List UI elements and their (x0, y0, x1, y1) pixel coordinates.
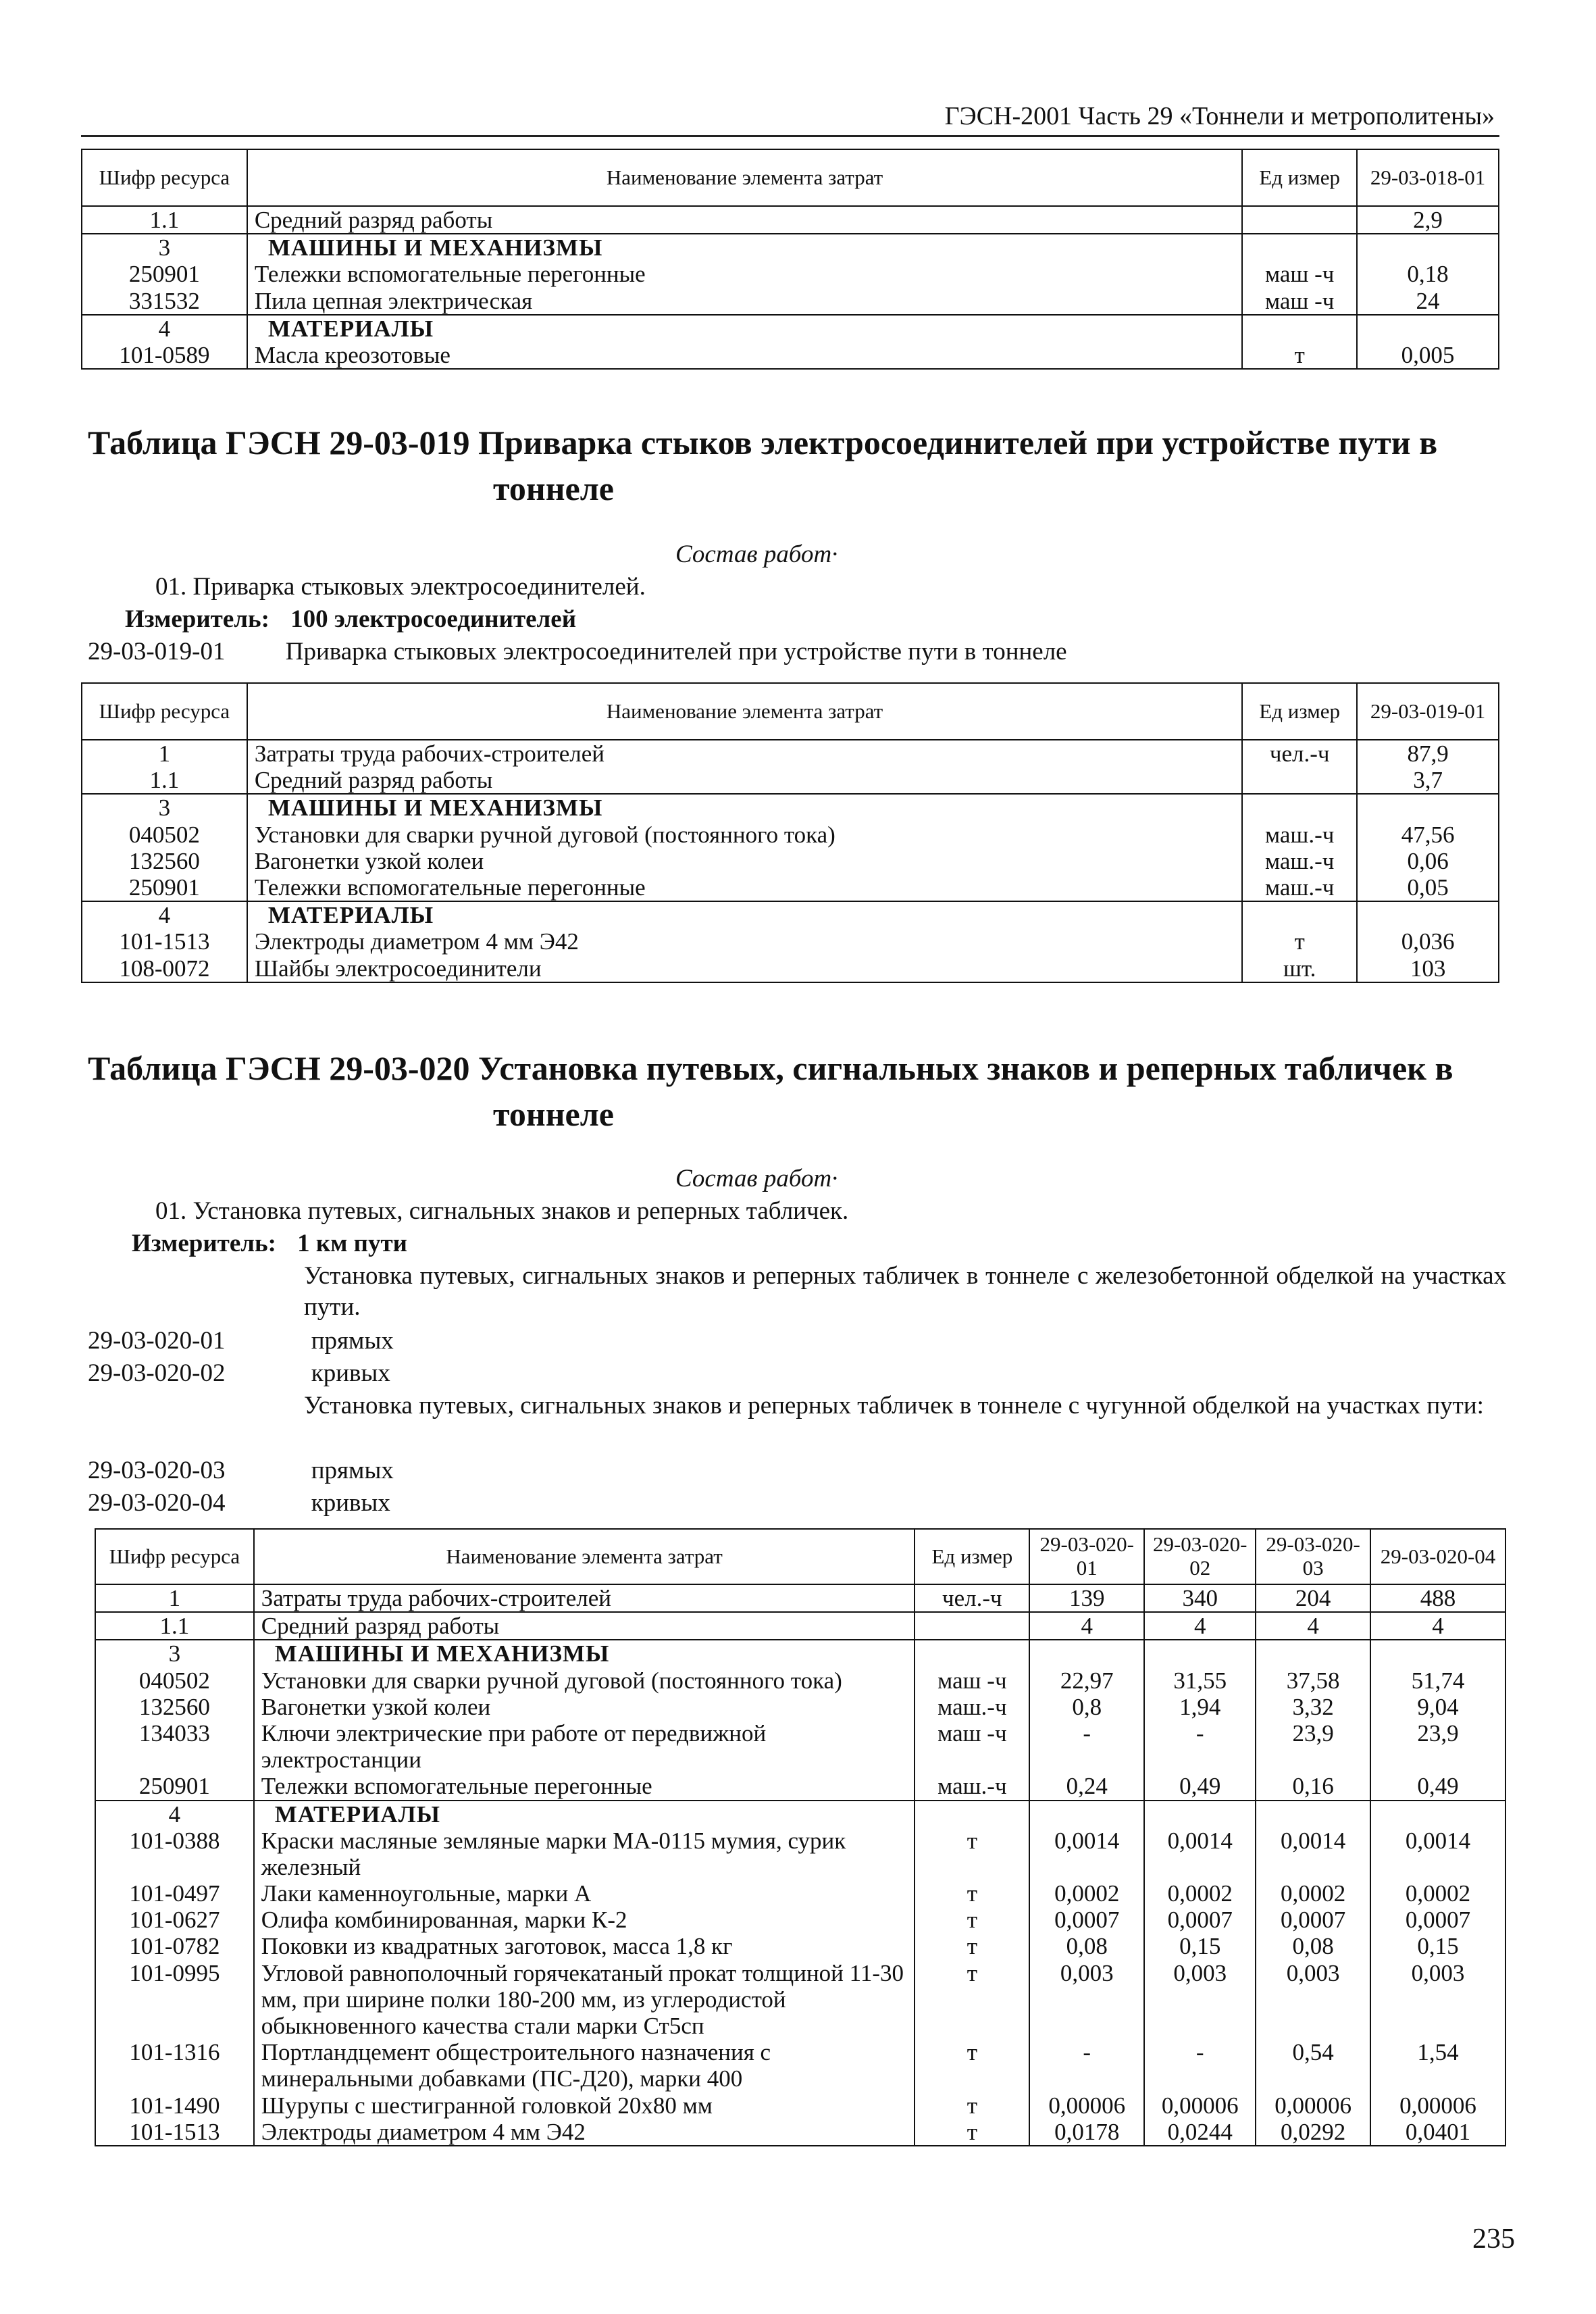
cell-unit (1242, 315, 1357, 342)
table-row (82, 288, 1499, 315)
table-row (95, 1612, 1505, 1640)
cell-code: 101-0782 (95, 1933, 254, 1959)
cell-code: 3 (82, 794, 247, 821)
cell-value: 47,56 (1357, 822, 1499, 848)
title-line: Таблица ГЭСН 29-03-020 Установка путевых, сигнальных знаков и реперных табличек в (88, 1049, 1453, 1087)
code-line (88, 1455, 394, 1486)
cell-value (1357, 234, 1499, 261)
table-row (95, 1960, 1505, 2040)
cell-value: 0,0014 (1256, 1828, 1370, 1880)
cell-unit: маш.-ч (1242, 822, 1357, 848)
cell-unit: маш -ч (915, 1720, 1029, 1773)
cell-code: 101-1513 (82, 928, 247, 955)
running-header: ГЭСН-2001 Часть 29 «Тоннели и метрополитены» (944, 102, 1495, 130)
table-29-03-018 (81, 149, 1499, 370)
cell-value: 0,15 (1370, 1933, 1505, 1959)
cell-name: Установки для сварки ручной дуговой (постоянного тока) (247, 822, 1242, 848)
cell-value: 1,54 (1370, 2039, 1505, 2092)
cell-code: 101-0497 (95, 1880, 254, 1907)
cell-value: 0,0401 (1370, 2119, 1505, 2146)
cell-unit: маш.-ч (915, 1773, 1029, 1800)
cell-unit: т (915, 1933, 1029, 1959)
cell-unit (1242, 794, 1357, 821)
column-header: Наименование элемента затрат (254, 1529, 915, 1584)
cell-value: 0,00006 (1144, 2092, 1256, 2119)
cell-value: 4 (1029, 1612, 1144, 1640)
work-item: 01. Установка путевых, сигнальных знаков и реперных табличек. (155, 1197, 849, 1225)
title-line: тоннеле (493, 469, 614, 507)
code-text: прямых (311, 1457, 394, 1484)
work-heading: Состав работ· (675, 540, 838, 568)
cell-code: 101-0627 (95, 1907, 254, 1933)
code-line (88, 1326, 394, 1357)
cell-value: 24 (1357, 288, 1499, 315)
cell-code: 250901 (82, 874, 247, 901)
cell-name: Поковки из квадратных заготовок, масса 1,8 кг (254, 1933, 915, 1959)
cell-name: Вагонетки узкой колеи (247, 848, 1242, 874)
cell-code: 040502 (95, 1667, 254, 1694)
cell-value: 0,05 (1357, 874, 1499, 901)
cell-name: Пила цепная электрическая (247, 288, 1242, 315)
cell-value: 0,18 (1357, 261, 1499, 287)
cell-name: Средний разряд работы (247, 767, 1242, 794)
header-rule (81, 135, 1499, 137)
cell-value: 0,005 (1357, 342, 1499, 369)
cell-value: 22,97 (1029, 1667, 1144, 1694)
cell-value: 2,9 (1357, 206, 1499, 234)
cell-unit (1242, 234, 1357, 261)
cell-unit: т (915, 1828, 1029, 1880)
table-row (82, 955, 1499, 982)
cell-value: 0,0178 (1029, 2119, 1144, 2146)
table-row (82, 874, 1499, 901)
column-header: 29-03-020-02 (1144, 1529, 1256, 1584)
cell-value: 0,49 (1370, 1773, 1505, 1800)
cell-value: 0,0002 (1256, 1880, 1370, 1907)
cell-value: 0,15 (1144, 1933, 1256, 1959)
cell-value (1357, 901, 1499, 928)
cell-code: 4 (82, 901, 247, 928)
table-row (82, 901, 1499, 928)
cell-value (1029, 1801, 1144, 1828)
cell-value: 3,32 (1256, 1694, 1370, 1720)
table-row (95, 1640, 1505, 1667)
cell-value: 0,00006 (1256, 2092, 1370, 2119)
table-row (95, 2092, 1505, 2119)
cell-value: - (1144, 1720, 1256, 1773)
code-text: кривых (311, 1489, 390, 1517)
cell-code: 132560 (95, 1694, 254, 1720)
cell-value: 0,08 (1256, 1933, 1370, 1959)
cell-value: 0,0244 (1144, 2119, 1256, 2146)
cell-code: 101-0388 (95, 1828, 254, 1880)
cell-value: 0,0007 (1144, 1907, 1256, 1933)
column-header: Наименование элемента затрат (247, 149, 1242, 206)
cell-unit (915, 1801, 1029, 1828)
code-text: прямых (311, 1327, 394, 1355)
column-header: Шифр ресурса (82, 683, 247, 740)
cell-code: 101-0995 (95, 1960, 254, 2040)
cell-code: 1.1 (82, 767, 247, 794)
cell-code: 101-1316 (95, 2039, 254, 2092)
code: 29-03-020-04 (88, 1489, 226, 1517)
cell-value: 0,49 (1144, 1773, 1256, 1800)
cell-code: 1.1 (95, 1612, 254, 1640)
cell-value (1370, 1640, 1505, 1667)
cell-code: 3 (95, 1640, 254, 1667)
cell-group-name: МАШИНЫ И МЕХАНИЗМЫ (247, 794, 1242, 821)
column-header: 29-03-020-03 (1256, 1529, 1370, 1584)
code-line (88, 1358, 390, 1389)
cell-name: Краски масляные земляные марки МА-0115 мумия, сурик железный (254, 1828, 915, 1880)
cell-value (1357, 315, 1499, 342)
table-row (82, 315, 1499, 342)
cell-value: 23,9 (1370, 1720, 1505, 1773)
meter-label: Измеритель: (132, 1230, 276, 1257)
cell-value: 0,003 (1256, 1960, 1370, 2040)
cell-name: Масла креозотовые (247, 342, 1242, 369)
cell-name: Шурупы с шестигранной головкой 20х80 мм (254, 2092, 915, 2119)
description: Установка путевых, сигнальных знаков и реперных табличек в тоннеле с железобетонной обделкой на участках пути. (304, 1262, 1506, 1322)
cell-code: 1 (95, 1584, 254, 1612)
cell-group-name: МАШИНЫ И МЕХАНИЗМЫ (247, 234, 1242, 261)
cell-unit: т (915, 2119, 1029, 2146)
column-header: Ед измер (915, 1529, 1029, 1584)
description: Установка путевых, сигнальных знаков и реперных табличек в тоннеле с чугунной обделкой на участках пути: (304, 1392, 1484, 1419)
cell-value: 204 (1256, 1584, 1370, 1612)
cell-name: Лаки каменноугольные, марки А (254, 1880, 915, 1907)
cell-code: 040502 (82, 822, 247, 848)
meter-line (125, 604, 576, 635)
cell-value: 0,003 (1029, 1960, 1144, 2040)
column-header: 29-03-019-01 (1357, 683, 1499, 740)
cell-value: 0,08 (1029, 1933, 1144, 1959)
section-title-29-03-020 (88, 1046, 1513, 1137)
cell-code: 1 (82, 740, 247, 767)
cell-value: 0,06 (1357, 848, 1499, 874)
cell-value: 340 (1144, 1584, 1256, 1612)
table-row (95, 2039, 1505, 2092)
section-title-29-03-019 (88, 420, 1513, 511)
cell-value: 488 (1370, 1584, 1505, 1612)
table-row (95, 2119, 1505, 2146)
column-header: Ед измер (1242, 683, 1357, 740)
cell-group-name: МАТЕРИАЛЫ (254, 1801, 915, 1828)
cell-unit: маш.-ч (1242, 874, 1357, 901)
table-row (82, 848, 1499, 874)
cell-value: 0,0002 (1370, 1880, 1505, 1907)
title-line: тоннеле (493, 1095, 614, 1133)
cell-name: Тележки вспомогательные перегонные (247, 261, 1242, 287)
table-row (82, 740, 1499, 767)
cell-value: 9,04 (1370, 1694, 1505, 1720)
cell-code: 1.1 (82, 206, 247, 234)
meter-line (132, 1228, 407, 1259)
cell-unit: маш -ч (915, 1667, 1029, 1694)
table-row (95, 1773, 1505, 1800)
column-header: Наименование элемента затрат (247, 683, 1242, 740)
table-29-03-020 (95, 1528, 1506, 2146)
cell-name: Электроды диаметром 4 мм Э42 (254, 2119, 915, 2146)
column-header: 29-03-020-04 (1370, 1529, 1505, 1584)
cell-value: 0,003 (1370, 1960, 1505, 2040)
cell-code: 101-1513 (95, 2119, 254, 2146)
cell-value: 0,036 (1357, 928, 1499, 955)
cell-code: 108-0072 (82, 955, 247, 982)
cell-name: Затраты труда рабочих-строителей (254, 1584, 915, 1612)
cell-name: Затраты труда рабочих-строителей (247, 740, 1242, 767)
cell-name: Средний разряд работы (254, 1612, 915, 1640)
cell-code: 250901 (95, 1773, 254, 1800)
table-row (82, 928, 1499, 955)
table-row (82, 822, 1499, 848)
work-item: 01. Приварка стыковых электросоединителей. (155, 573, 646, 601)
cell-unit (1242, 206, 1357, 234)
cell-name: Установки для сварки ручной дуговой (постоянного тока) (254, 1667, 915, 1694)
cell-value: - (1144, 2039, 1256, 2092)
cell-unit: маш -ч (1242, 288, 1357, 315)
cell-value: 0,00006 (1370, 2092, 1505, 2119)
cell-unit: т (915, 2039, 1029, 2092)
meter-label: Измеритель: (125, 605, 269, 633)
cell-value: 0,16 (1256, 1773, 1370, 1800)
cell-code: 4 (82, 315, 247, 342)
table-row (95, 1667, 1505, 1694)
code: 29-03-020-02 (88, 1359, 226, 1387)
cell-name: Средний разряд работы (247, 206, 1242, 234)
cell-group-name: МАШИНЫ И МЕХАНИЗМЫ (254, 1640, 915, 1667)
code: 29-03-020-01 (88, 1327, 226, 1355)
cell-value: 0,0014 (1370, 1828, 1505, 1880)
cell-name: Вагонетки узкой колеи (254, 1694, 915, 1720)
cell-value (1144, 1801, 1256, 1828)
cell-value: 4 (1144, 1612, 1256, 1640)
cell-value: 0,8 (1029, 1694, 1144, 1720)
cell-unit: маш -ч (1242, 261, 1357, 287)
cell-value: 23,9 (1256, 1720, 1370, 1773)
cell-value: 0,0007 (1370, 1907, 1505, 1933)
table-row (82, 234, 1499, 261)
code: 29-03-019-01 (88, 638, 226, 665)
table-row (82, 342, 1499, 369)
cell-unit: чел.-ч (915, 1584, 1029, 1612)
cell-code: 101-0589 (82, 342, 247, 369)
table-row (82, 206, 1499, 234)
cell-code: 3 (82, 234, 247, 261)
cell-unit: маш.-ч (1242, 848, 1357, 874)
cell-unit: т (915, 1960, 1029, 2040)
cell-unit: чел.-ч (1242, 740, 1357, 767)
cell-value: - (1029, 2039, 1144, 2092)
column-header: Шифр ресурса (82, 149, 247, 206)
cell-unit: т (1242, 928, 1357, 955)
cell-value: 0,0007 (1029, 1907, 1144, 1933)
cell-value: 139 (1029, 1584, 1144, 1612)
cell-value (1357, 794, 1499, 821)
table-row (95, 1694, 1505, 1720)
cell-unit (1242, 767, 1357, 794)
cell-unit: т (1242, 342, 1357, 369)
cell-unit (915, 1612, 1029, 1640)
cell-value: - (1029, 1720, 1144, 1773)
cell-value (1256, 1801, 1370, 1828)
cell-value: 0,0292 (1256, 2119, 1370, 2146)
cell-code: 101-1490 (95, 2092, 254, 2119)
cell-value: 103 (1357, 955, 1499, 982)
cell-unit: т (915, 1907, 1029, 1933)
table-row (95, 1801, 1505, 1828)
cell-value: 0,0007 (1256, 1907, 1370, 1933)
cell-value: 0,24 (1029, 1773, 1144, 1800)
code: 29-03-020-03 (88, 1457, 226, 1484)
cell-unit: шт. (1242, 955, 1357, 982)
cell-group-name: МАТЕРИАЛЫ (247, 315, 1242, 342)
cell-code: 132560 (82, 848, 247, 874)
column-header: 29-03-018-01 (1357, 149, 1499, 206)
cell-name: Тележки вспомогательные перегонные (254, 1773, 915, 1800)
table-row (95, 1828, 1505, 1880)
column-header: 29-03-020-01 (1029, 1529, 1144, 1584)
cell-code: 4 (95, 1801, 254, 1828)
cell-value: 4 (1370, 1612, 1505, 1640)
code-text: кривых (311, 1359, 390, 1387)
cell-unit (915, 1640, 1029, 1667)
table-row (82, 794, 1499, 821)
table-row (82, 261, 1499, 287)
cell-value: 0,00006 (1029, 2092, 1144, 2119)
cell-group-name: МАТЕРИАЛЫ (247, 901, 1242, 928)
code-line (88, 1488, 390, 1519)
table-row (95, 1880, 1505, 1907)
table-row (95, 1720, 1505, 1773)
table-row (82, 767, 1499, 794)
cell-value (1144, 1640, 1256, 1667)
cell-name: Портландцемент общестроительного назначения с минеральными добавками (ПС-Д20), марки 400 (254, 2039, 915, 2092)
cell-name: Олифа комбинированная, марки К-2 (254, 1907, 915, 1933)
title-line: Таблица ГЭСН 29-03-019 Приварка стыков электросоединителей при устройстве пути в (88, 424, 1438, 461)
page-number: 235 (1472, 2223, 1515, 2255)
table-row (95, 1907, 1505, 1933)
table-row (95, 1584, 1505, 1612)
cell-value (1256, 1640, 1370, 1667)
work-heading: Состав работ· (675, 1165, 838, 1192)
cell-unit: маш.-ч (915, 1694, 1029, 1720)
table-29-03-019 (81, 682, 1499, 983)
cell-value (1370, 1801, 1505, 1828)
cell-value (1029, 1640, 1144, 1667)
table-row (95, 1933, 1505, 1959)
cell-unit: т (915, 1880, 1029, 1907)
meter-value: 100 электросоединителей (290, 605, 577, 633)
cell-code: 134033 (95, 1720, 254, 1773)
cell-value: 0,0014 (1029, 1828, 1144, 1880)
cell-value: 1,94 (1144, 1694, 1256, 1720)
cell-code: 331532 (82, 288, 247, 315)
code-description: Приварка стыковых электросоединителей при устройстве пути в тоннеле (285, 638, 1067, 665)
cell-value: 31,55 (1144, 1667, 1256, 1694)
cell-unit (1242, 901, 1357, 928)
code-line (88, 636, 1067, 668)
cell-value: 4 (1256, 1612, 1370, 1640)
cell-value: 87,9 (1357, 740, 1499, 767)
cell-value: 0,0002 (1144, 1880, 1256, 1907)
cell-value: 3,7 (1357, 767, 1499, 794)
cell-value: 0,0002 (1029, 1880, 1144, 1907)
cell-value: 51,74 (1370, 1667, 1505, 1694)
cell-code: 250901 (82, 261, 247, 287)
cell-name: Электроды диаметром 4 мм Э42 (247, 928, 1242, 955)
cell-name: Шайбы электросоединители (247, 955, 1242, 982)
cell-name: Тележки вспомогательные перегонные (247, 874, 1242, 901)
cell-value: 37,58 (1256, 1667, 1370, 1694)
cell-unit: т (915, 2092, 1029, 2119)
cell-name: Угловой равнополочный горячекатаный прокат толщиной 11-30 мм, при ширине полки 180-200 мм, из углеродистой обыкновенного качества стали марки Ст5сп (254, 1960, 915, 2040)
cell-name: Ключи электрические при работе от передвижной электростанции (254, 1720, 915, 1773)
cell-value: 0,54 (1256, 2039, 1370, 2092)
column-header: Ед измер (1242, 149, 1357, 206)
cell-value: 0,003 (1144, 1960, 1256, 2040)
cell-value: 0,0014 (1144, 1828, 1256, 1880)
column-header: Шифр ресурса (95, 1529, 254, 1584)
meter-value: 1 км пути (297, 1230, 407, 1257)
